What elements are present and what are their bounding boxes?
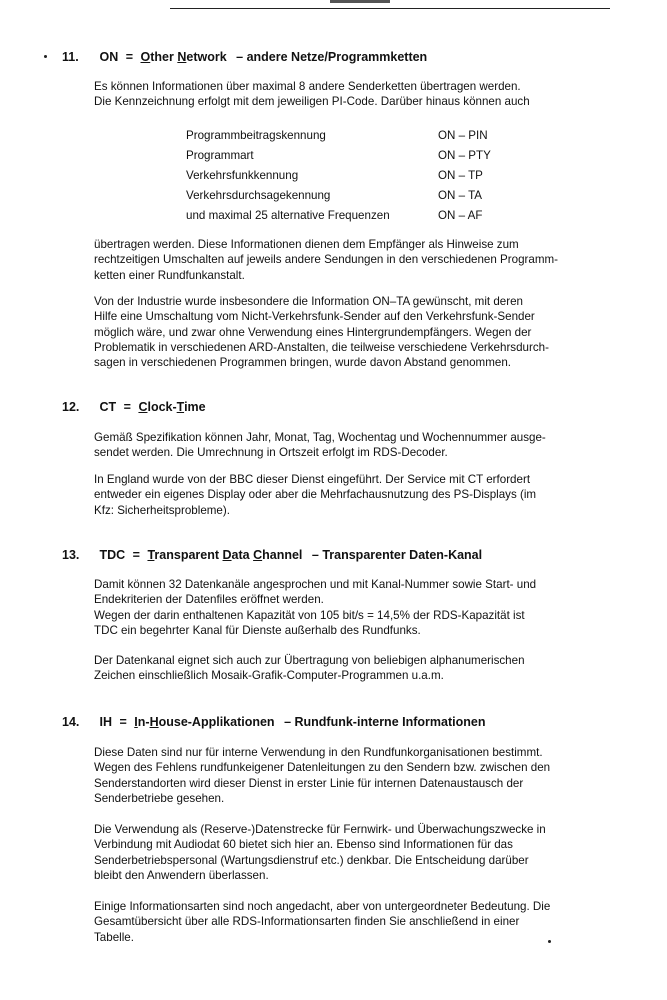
section-title: Clock-Time [138, 400, 206, 414]
margin-mark [44, 55, 47, 58]
section-abbr: TDC [99, 548, 126, 562]
section-11-para-1: Es können Informationen über maximal 8 andere Senderketten übertragen werden. Die Kennzeichnung erfolgt mit dem jeweiligen PI-Code. Darüber hinaus können auch [94, 80, 530, 109]
section-14-para-1: Diese Daten sind nur für interne Verwendung in den Rundfunkorganisationen bestimmt. Wegen des Fehlens rundfunkeigener Datenleitungen zu den Sendern bzw. zwischen den Senderstandorten wird dieser Dienst in erster Linie für internen Datenaustausch der Senderbetriebe gesehen. [94, 746, 551, 805]
section-11-heading [62, 50, 622, 68]
section-subtitle: – andere Netze/Programmketten [236, 50, 428, 64]
equals-sign: = [132, 548, 140, 562]
section-abbr: CT [99, 400, 117, 414]
equals-sign: = [123, 400, 131, 414]
section-11-para-3: Von der Industrie wurde insbesondere die Information ON–TA gewünscht, mit deren Hilfe eine Umschaltung vom Nicht-Verkehrsfunk-Sender auf den Verkehrsfunk-Sender möglich wäre, und zwar ohne Verwendung eines Hintergrundempfängers. Wegen der Problematik in verschiedenen ARD-Anstalten, die teilweise verschiedene Verkehrsdurch- sagen in verschiedenen Programmen bringen, wurde davon Abstand genommen. [94, 295, 549, 370]
equals-sign: = [119, 715, 127, 729]
section-abbr: IH [99, 715, 112, 729]
section-abbr: ON [99, 50, 119, 64]
table-row: Programmbeitragskennung ON – PIN [186, 129, 488, 142]
table-row: Verkehrsfunkkennung ON – TP [186, 169, 483, 182]
section-number: 13. [62, 548, 80, 562]
section-number: 14. [62, 715, 80, 729]
header-rule [170, 8, 610, 9]
section-14-heading [62, 715, 622, 733]
section-12-para-1: Gemäß Spezifikation können Jahr, Monat, Tag, Wochentag und Wochennummer ausge- sendet werden. Die Umrechnung in Ortszeit erfolgt im RDS-Decoder. [94, 431, 546, 460]
section-12-para-2: In England wurde von der BBC dieser Dienst eingeführt. Der Service mit CT erfordert entweder ein eigenes Display oder aber die Mehrfachausnutzung des PS-Displays (im Kfz: Sicherheitsprobleme). [94, 473, 537, 517]
header-fragment [330, 0, 390, 3]
section-title: In-House-Applikationen [134, 715, 275, 729]
section-title: Other Network [140, 50, 227, 64]
section-number: 11. [62, 50, 79, 64]
table-row: Verkehrsdurchsagekennung ON – TA [186, 189, 483, 202]
section-11-para-2: übertragen werden. Diese Informationen dienen dem Empfänger als Hinweise zum rechtzeitigen Umschalten auf jeweils andere Sendungen in den verschiedenen Programm- ketten einer Rundfunkanstalt. [94, 238, 559, 282]
table-row: Programmart ON – PTY [186, 149, 491, 162]
section-12-heading [62, 400, 622, 418]
table-row: und maximal 25 alternative Frequenzen ON – AF [186, 209, 483, 222]
section-14-para-3: Einige Informationsarten sind noch angedacht, aber von untergeordneter Bedeutung. Die Gesamtübersicht über alle RDS-Informationsarten finden Sie anschließend in einer Tabelle. [94, 900, 551, 944]
section-subtitle: – Transparenter Daten-Kanal [311, 548, 483, 562]
section-14-para-2: Die Verwendung als (Reserve-)Datenstrecke für Fernwirk- und Überwachungszwecke in Verbindung mit Audiodat 60 bietet sich hier an. Ebenso sind Informationen für das Senderbetriebspersonal (Wartungsdienstruf etc.) denkbar. Die Entscheidung darüber bleibt den Anwendern überlassen. [94, 823, 546, 882]
section-title: Transparent Data Channel [147, 548, 303, 562]
equals-sign: = [125, 50, 134, 64]
section-number: 12. [62, 400, 80, 414]
section-subtitle: – Rundfunk-interne Informationen [284, 715, 486, 729]
section-13-heading [62, 548, 622, 566]
section-13-para-1: Damit können 32 Datenkanäle angesprochen und mit Kanal-Nummer sowie Start- und Endekriterien der Datenfiles eröffnet werden. Wegen der darin enthaltenen Kapazität von 105 bit/s = 14,5% der RDS-Kapazität ist TDC ein begehrter Kanal für Dienste außerhalb des Rundfunks. [94, 578, 537, 637]
on-codes-table [186, 126, 526, 226]
section-13-para-2: Der Datenkanal eignet sich auch zur Übertragung von beliebigen alphanumerischen Zeichen einschließlich Mosaik-Grafik-Computer-Programmen u.a.m. [94, 654, 525, 683]
